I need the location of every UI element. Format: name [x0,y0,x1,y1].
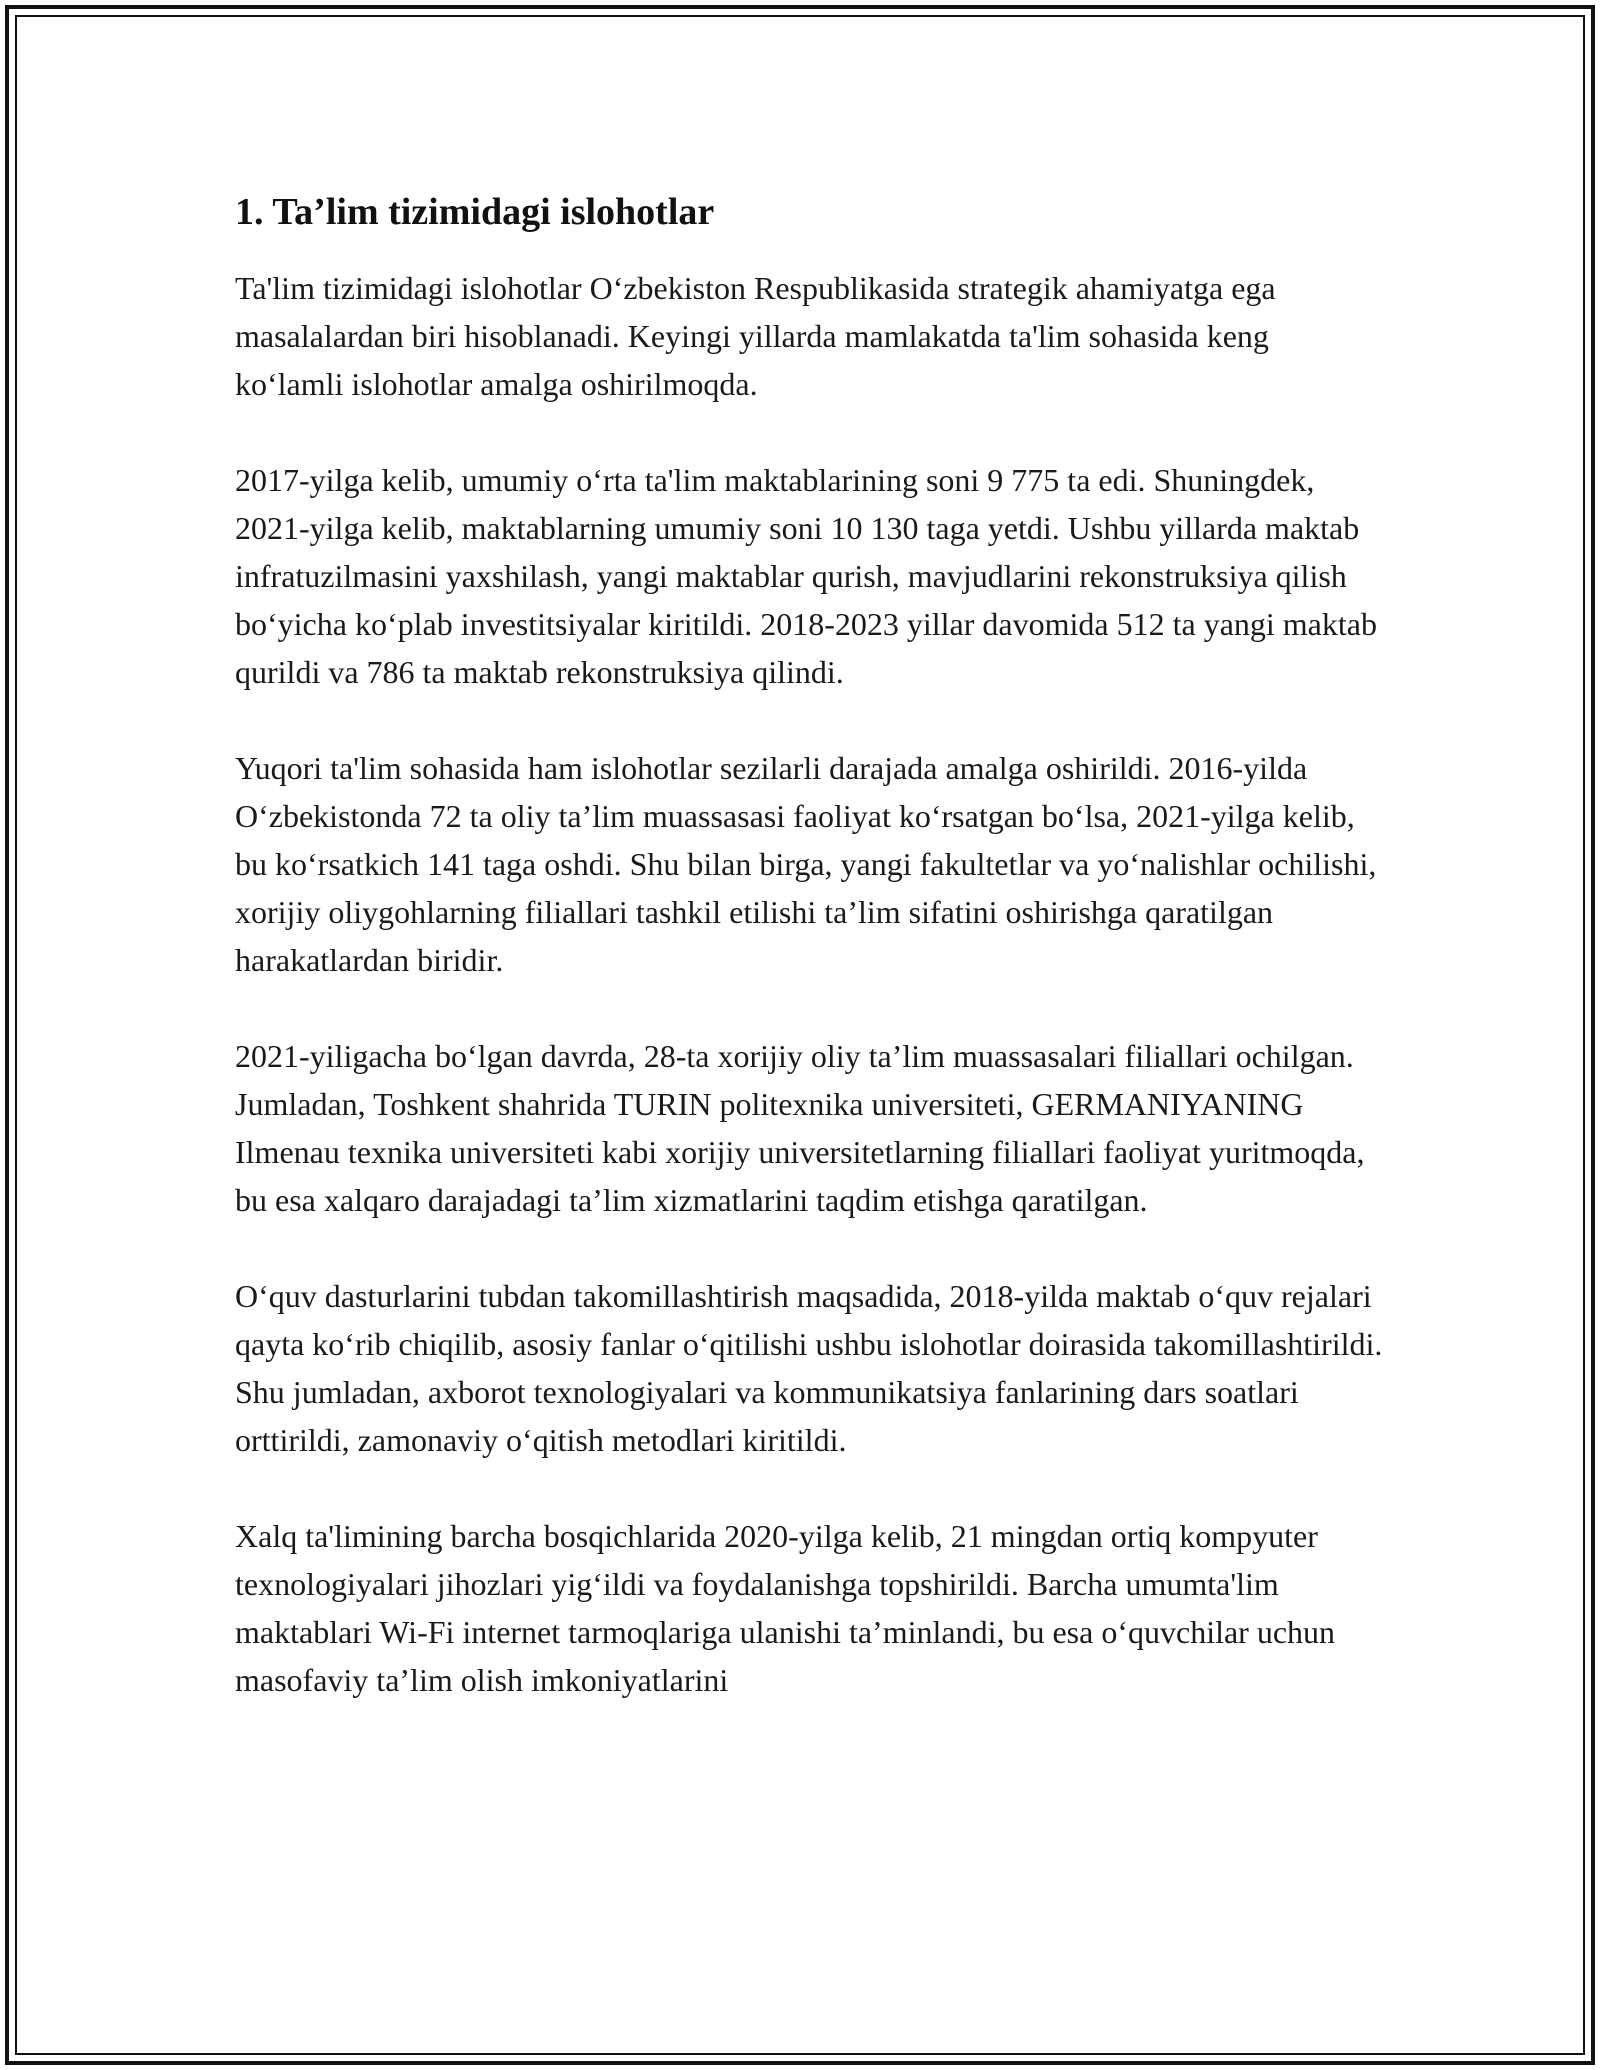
paragraph-foreign-branches: 2021-yiligacha bo‘lgan davrda, 28-ta xorijiy oliy ta’lim muassasalari filiallari ochilgan. Jumladan, Toshkent shahrida TURIN politexnika universiteti, GERMANIYANING Ilmenau texnika universiteti kabi xorijiy universitetlarning filiallari faoliyat yuritmoqda, bu esa xalqaro darajadagi ta’lim xizmatlarini taqdim etishga qaratilgan. [235,1038,1365,1218]
paragraph-higher-education: Yuqori ta'lim sohasida ham islohotlar sezilarli darajada amalga oshirildi. 2016-yilda O‘zbekistonda 72 ta oliy ta’lim muassasasi faoliyat ko‘rsatgan bo‘lsa, 2021-yilga kelib, bu ko‘rsatkich 141 taga oshdi. Shu bilan birga, yangi fakultetlar va yo‘nalishlar ochilishi, xorijiy oliygohlarning filiallari tashkil etilishi ta’lim sifatini oshirishga qaratilgan harakatlardan biridir. [235,750,1377,978]
paragraph-schools: 2017-yilga kelib, umumiy o‘rta ta'lim maktablarining soni 9 775 ta edi. Shuningdek, 2021-yilga kelib, maktablarning umumiy soni 10 130 taga yetdi. Ushbu yillarda maktab infratuzilmasini yaxshilash, yangi maktablar qurish, mavjudlarini rekonstruksiya qilish bo‘yicha ko‘plab investitsiyalar kiritildi. 2018-2023 yillar davomida 512 ta yangi maktab qurildi va 786 ta maktab rekonstruksiya qilindi. [235,462,1377,690]
paragraph-curriculum: O‘quv dasturlarini tubdan takomillashtirish maqsadida, 2018-yilda maktab o‘quv rejalari qayta ko‘rib chiqilib, asosiy fanlar o‘qitilishi ushbu islohotlar doirasida takomillashtirildi. Shu jumladan, axborot texnologiyalari va kommunikatsiya fanlarining dars soatlari orttirildi, zamonaviy o‘qitish metodlari kiritildi. [235,1278,1383,1458]
section-heading: 1. Ta’lim tizimidagi islohotlar [235,191,715,233]
paragraph-technology: Xalq ta'limining barcha bosqichlarida 2020-yilga kelib, 21 mingdan ortiq kompyuter texnologiyalari jihozlari yig‘ildi va foydalanishga topshirildi. Barcha umumta'lim maktablari Wi-Fi internet tarmoqlariga ulanishi ta’minlandi, bu esa o‘quvchilar uchun masofaviy ta’lim olish imkoniyatlarini [235,1518,1336,1698]
paragraph-intro: Ta'lim tizimidagi islohotlar O‘zbekiston Respublikasida strategik ahamiyatga ega masalalardan biri hisoblanadi. Keyingi yillarda mamlakatda ta'lim sohasida keng ko‘lamli islohotlar amalga oshirilmoqda. [235,270,1276,402]
document-body [235,186,1385,1704]
